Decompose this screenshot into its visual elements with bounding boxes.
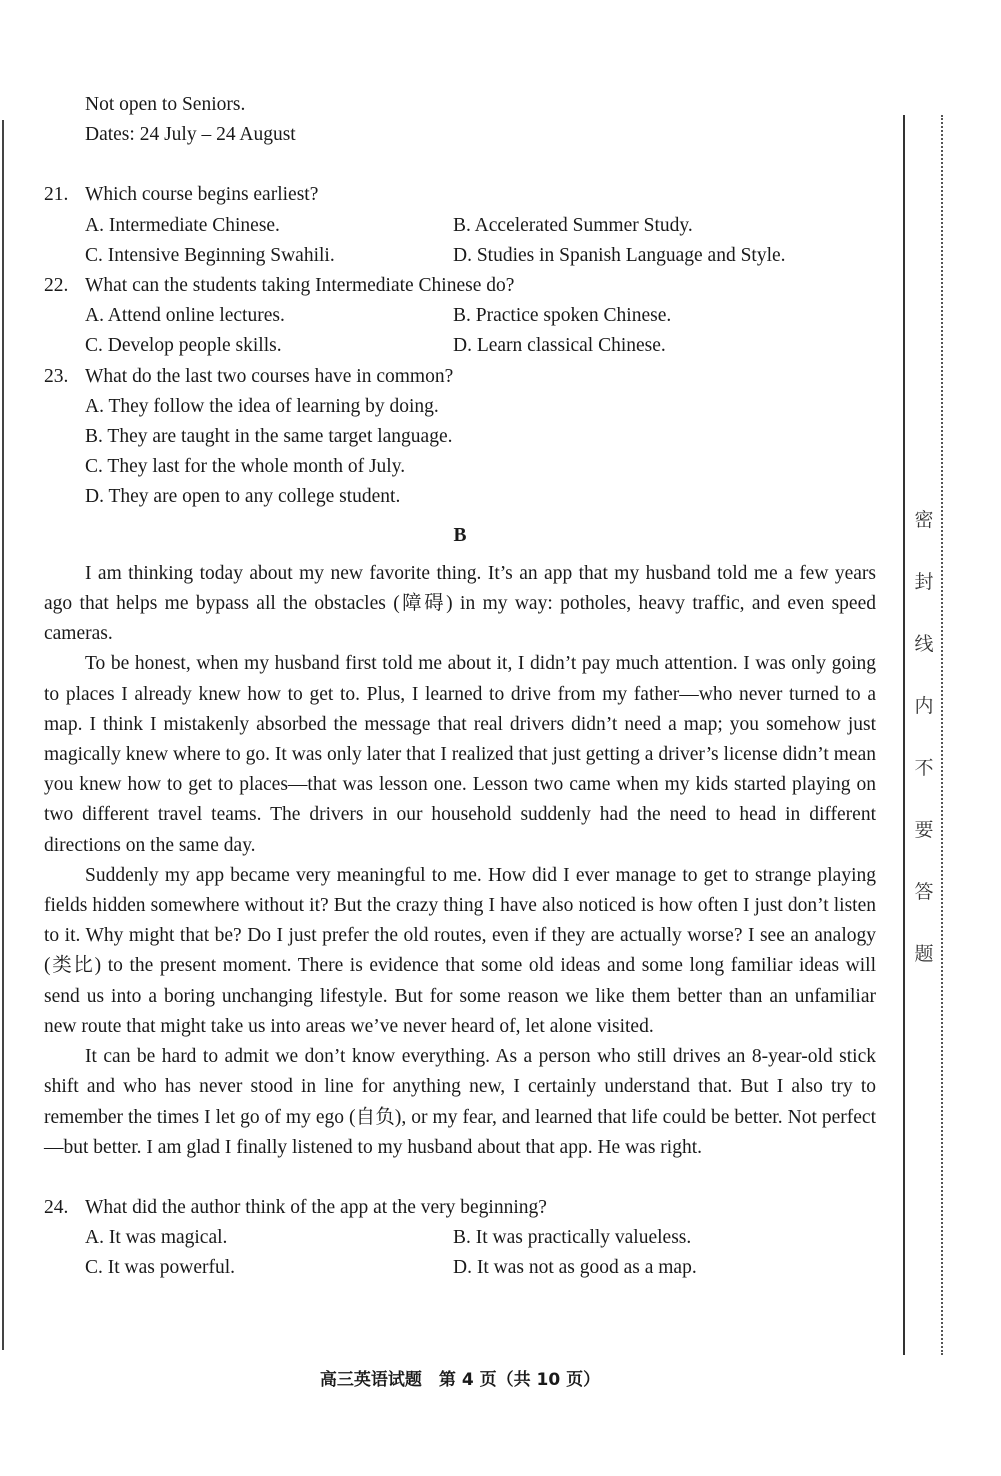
question-number: 24.	[44, 1196, 69, 1218]
seal-char: 要	[914, 819, 934, 841]
question-23	[44, 362, 876, 392]
passage-paragraph: Suddenly my app became very meaningful to me. How did I ever manage to get to strange playing fields hidden somewhere without it? But the crazy thing I have also noticed is how often I just don’t listen to it. Why might that be? Do I just prefer the old routes, even if they are actually worse? I see an analogy (类比) to the present moment. There is evidence that some old ideas and some long familiar ideas will send us into a boring unchanging lifestyle. But for some reason we like them better than an unfamiliar new route that might take us into areas we’ve never heard of, let alone visited.	[44, 864, 876, 1037]
seal-line-rule	[903, 115, 905, 1355]
option-c: C. It was powerful.	[85, 1257, 236, 1279]
option-c: C. They last for the whole month of July.	[85, 456, 406, 478]
page-content	[44, 90, 876, 1284]
option-a: A. Attend online lectures.	[85, 305, 285, 327]
option-d: D. It was not as good as a map.	[453, 1257, 697, 1279]
option-a: A. Intermediate Chinese.	[85, 214, 280, 236]
seal-char: 线	[914, 633, 934, 655]
question-24	[44, 1193, 876, 1223]
section-heading: B	[453, 524, 467, 546]
question-22	[44, 271, 876, 301]
seal-char: 题	[914, 943, 934, 965]
option-b: B. Accelerated Summer Study.	[453, 214, 693, 236]
question-number: 22.	[44, 275, 69, 297]
question-text: What do the last two courses have in common?	[85, 365, 454, 387]
question-text: What did the author think of the app at the very beginning?	[85, 1196, 547, 1218]
options-row	[44, 211, 876, 241]
question-text: Which course begins earliest?	[85, 184, 319, 206]
passage-paragraph: I am thinking today about my new favorite thing. It’s an app that my husband told me a few years ago that helps me bypass all the obstacles (障碍) in my way: potholes, heavy traffic, and even speed cameras.	[44, 562, 876, 645]
options-row	[44, 241, 876, 271]
question-21	[44, 180, 876, 210]
question-number: 21.	[44, 184, 69, 206]
option-d: D. Learn classical Chinese.	[453, 335, 666, 357]
seal-char: 不	[914, 757, 934, 779]
passage-paragraph: It can be hard to admit we don’t know everything. As a person who still drives an 8-year-old stick shift and who has never stood in line for anything new, I certainly understand that. But I also try to remember the times I let go of my ego (自负), or my fear, and learned that life could be better. Not perfect—but better. I am glad I finally listened to my husband about that app. He was right.	[44, 1046, 876, 1158]
seal-dotted-line	[941, 115, 943, 1355]
option-c: C. Intensive Beginning Swahili.	[85, 244, 335, 266]
seal-char: 内	[914, 695, 934, 717]
option-c: C. Develop people skills.	[85, 335, 282, 357]
left-margin-rule	[2, 120, 4, 1350]
option-b: B. They are taught in the same target language.	[85, 426, 453, 448]
passage-paragraph: To be honest, when my husband first told me about it, I didn’t pay much attention. I was only going to places I already knew how to get to. Plus, I learned to drive from my father—who never turned to a map. I think I mistakenly absorbed the message that real drivers didn’t need a map; you somehow just magically knew where to go. It was only later that I realized that just getting a driver’s license didn’t mean you knew how to get to places—that was lesson one. Lesson two came when my kids started playing on two different travel teams. The drivers in our household suddenly had the need to head in different directions on the same day.	[44, 653, 876, 856]
option-d: D. Studies in Spanish Language and Style.	[453, 244, 786, 266]
seal-char: 封	[914, 571, 934, 593]
options-row	[44, 301, 876, 331]
option-a: A. It was magical.	[85, 1227, 228, 1249]
option-a: A. They follow the idea of learning by doing.	[85, 395, 439, 417]
question-text: What can the students taking Intermediate Chinese do?	[85, 275, 515, 297]
seal-char: 密	[914, 509, 934, 531]
options-row	[44, 331, 876, 361]
option-b: B. It was practically valueless.	[453, 1227, 692, 1249]
intro-dates: Dates: 24 July – 24 August	[85, 124, 296, 146]
page-footer: 高三英语试题 第 4 页（共 10 页）	[319, 1370, 601, 1390]
seal-char: 答	[914, 881, 934, 903]
intro-line: Not open to Seniors.	[85, 94, 246, 115]
options-row	[44, 1223, 876, 1253]
option-d: D. They are open to any college student.	[85, 486, 401, 508]
seal-line-notice	[908, 505, 940, 1001]
question-number: 23.	[44, 365, 69, 387]
options-row	[44, 1253, 876, 1283]
option-b: B. Practice spoken Chinese.	[453, 305, 672, 327]
